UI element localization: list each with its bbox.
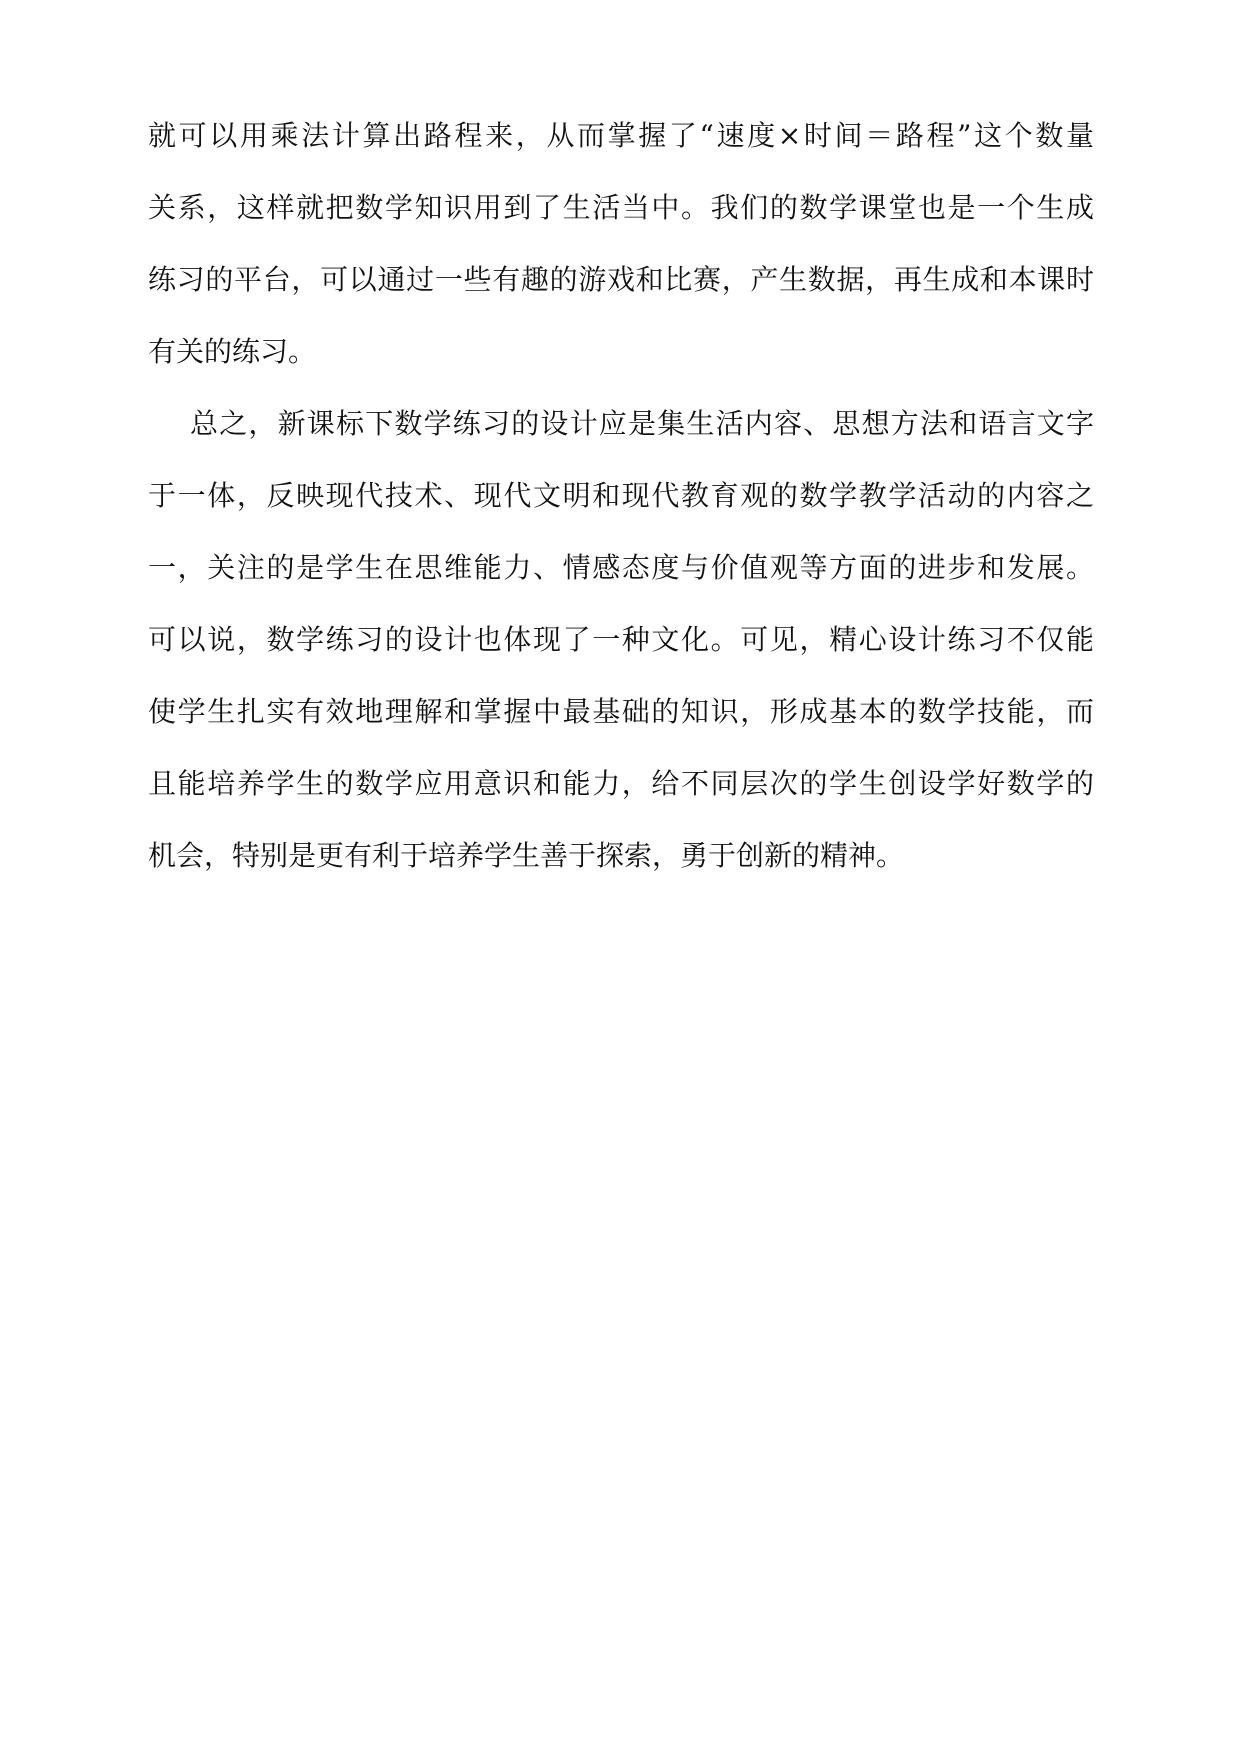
paragraph-1 — [148, 112, 1094, 376]
text-line: 于一体，反映现代技术、现代文明和现代教育观的数学教学活动的内容之 — [148, 479, 1094, 512]
text-line: 关系，这样就把数学知识用到了生活当中。我们的数学课堂也是一个生成 — [148, 191, 1094, 224]
text-line: 有关的练习。 — [148, 335, 317, 368]
text-line: 一，关注的是学生在思维能力、情感态度与价值观等方面的进步和发展。 — [148, 551, 1094, 584]
text-line: 练习的平台，可以通过一些有趣的游戏和比赛，产生数据，再生成和本课时 — [148, 263, 1094, 296]
text-line: 就可以用乘法计算出路程来，从而掌握了“速度×时间＝路程”这个数量 — [148, 119, 1094, 152]
body-text — [148, 112, 1094, 904]
text-line: 总之，新课标下数学练习的设计应是集生活内容、思想方法和语言文字 — [190, 407, 1094, 440]
text-line: 使学生扎实有效地理解和掌握中最基础的知识，形成基本的数学技能，而 — [148, 695, 1094, 728]
text-line: 机会，特别是更有利于培养学生善于探索，勇于创新的精神。 — [148, 839, 905, 872]
text-line: 且能培养学生的数学应用意识和能力，给不同层次的学生创设学好数学的 — [148, 767, 1094, 800]
paragraph-2 — [148, 400, 1094, 880]
text-line: 可以说，数学练习的设计也体现了一种文化。可见，精心设计练习不仅能 — [148, 623, 1094, 656]
